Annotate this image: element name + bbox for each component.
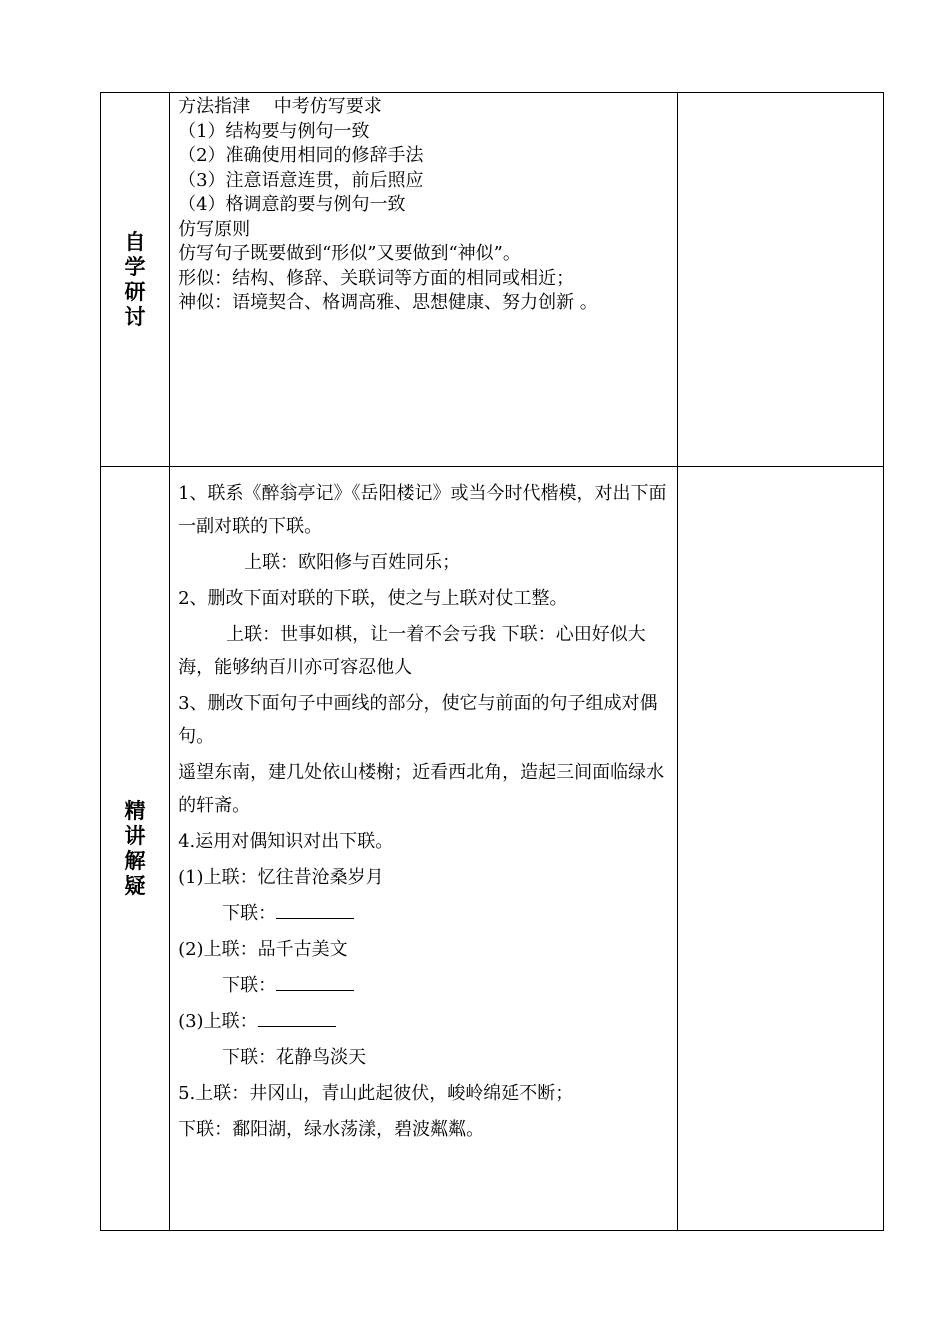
principle-heading: 仿写原则 xyxy=(178,218,251,240)
principle-text: 仿写句子既要做到“形似”又要做到“神似”。 xyxy=(178,243,521,264)
question-4: 4.运用对偶知识对出下联。 xyxy=(178,831,394,852)
question-4-1-upper: (1)上联：忆往昔沧桑岁月 xyxy=(178,867,384,888)
question-4-2-upper: (2)上联：品千古美文 xyxy=(178,939,348,960)
notes-cell-explanation xyxy=(677,467,883,1231)
requirement-1: （1）结构要与例句一致 xyxy=(178,120,370,142)
question-4-1-lower: 下联： xyxy=(222,903,277,924)
method-heading: 方法指津 中考仿写要求 xyxy=(178,96,382,117)
table-row-self-study xyxy=(101,93,884,467)
self-study-content xyxy=(170,93,678,467)
question-4-2-lower-line xyxy=(178,969,671,1002)
requirement-3: （3）注意语意连贯，前后照应 xyxy=(178,169,424,191)
answer-blank xyxy=(258,1008,336,1027)
question-2-text: 上联：世事如棋，让一着不会亏我 下联：心田好似大海，能够纳百川亦可容忍他人 xyxy=(178,624,646,678)
question-3-text: 遥望东南，建几处依山楼榭；近看西北角，造起三间面临绿水的轩斋。 xyxy=(178,762,665,816)
section-label-cell xyxy=(101,467,170,1231)
question-5-upper: 5.上联：井冈山，青山此起彼伏，峻岭绵延不断； xyxy=(178,1083,574,1104)
notes-cell-self-study xyxy=(677,93,883,467)
table-row-explanation xyxy=(101,467,884,1231)
question-4-3-upper-line xyxy=(178,1005,671,1038)
question-4-2-lower: 下联： xyxy=(222,975,277,996)
section-label-self-study: 自学研讨 xyxy=(124,229,146,329)
spirit-similarity: 神似：语境契合、格调高雅、思想健康、努力创新 。 xyxy=(178,292,598,313)
requirement-4: （4）格调意韵要与例句一致 xyxy=(178,194,406,215)
question-4-1-lower-line xyxy=(178,897,671,930)
question-3: 3、删改下面句子中画线的部分，使它与前面的句子组成对偶句。 xyxy=(178,693,658,747)
requirement-2: （2）准确使用相同的修辞手法 xyxy=(178,145,424,166)
explanation-content xyxy=(170,467,678,1231)
question-1: 1、联系《醉翁亭记》《岳阳楼记》或当今时代楷模，对出下面一副对联的下联。 xyxy=(178,483,667,537)
section-label-cell xyxy=(101,93,170,467)
question-1-upper: 上联：欧阳修与百姓同乐； xyxy=(244,552,461,573)
question-4-3-lower: 下联：花静鸟淡天 xyxy=(222,1047,367,1068)
section-label-explanation: 精讲解疑 xyxy=(124,798,146,898)
question-4-3-upper: (3)上联： xyxy=(178,1011,258,1032)
form-similarity: 形似：结构、修辞、关联词等方面的相同或相近； xyxy=(178,267,575,289)
answer-blank xyxy=(276,900,354,919)
answer-blank xyxy=(276,972,354,991)
lesson-table xyxy=(100,92,884,1231)
question-5-lower: 下联：鄱阳湖，绿水荡漾，碧波粼粼。 xyxy=(178,1119,485,1140)
question-2: 2、删改下面对联的下联，使之与上联对仗工整。 xyxy=(178,588,568,609)
